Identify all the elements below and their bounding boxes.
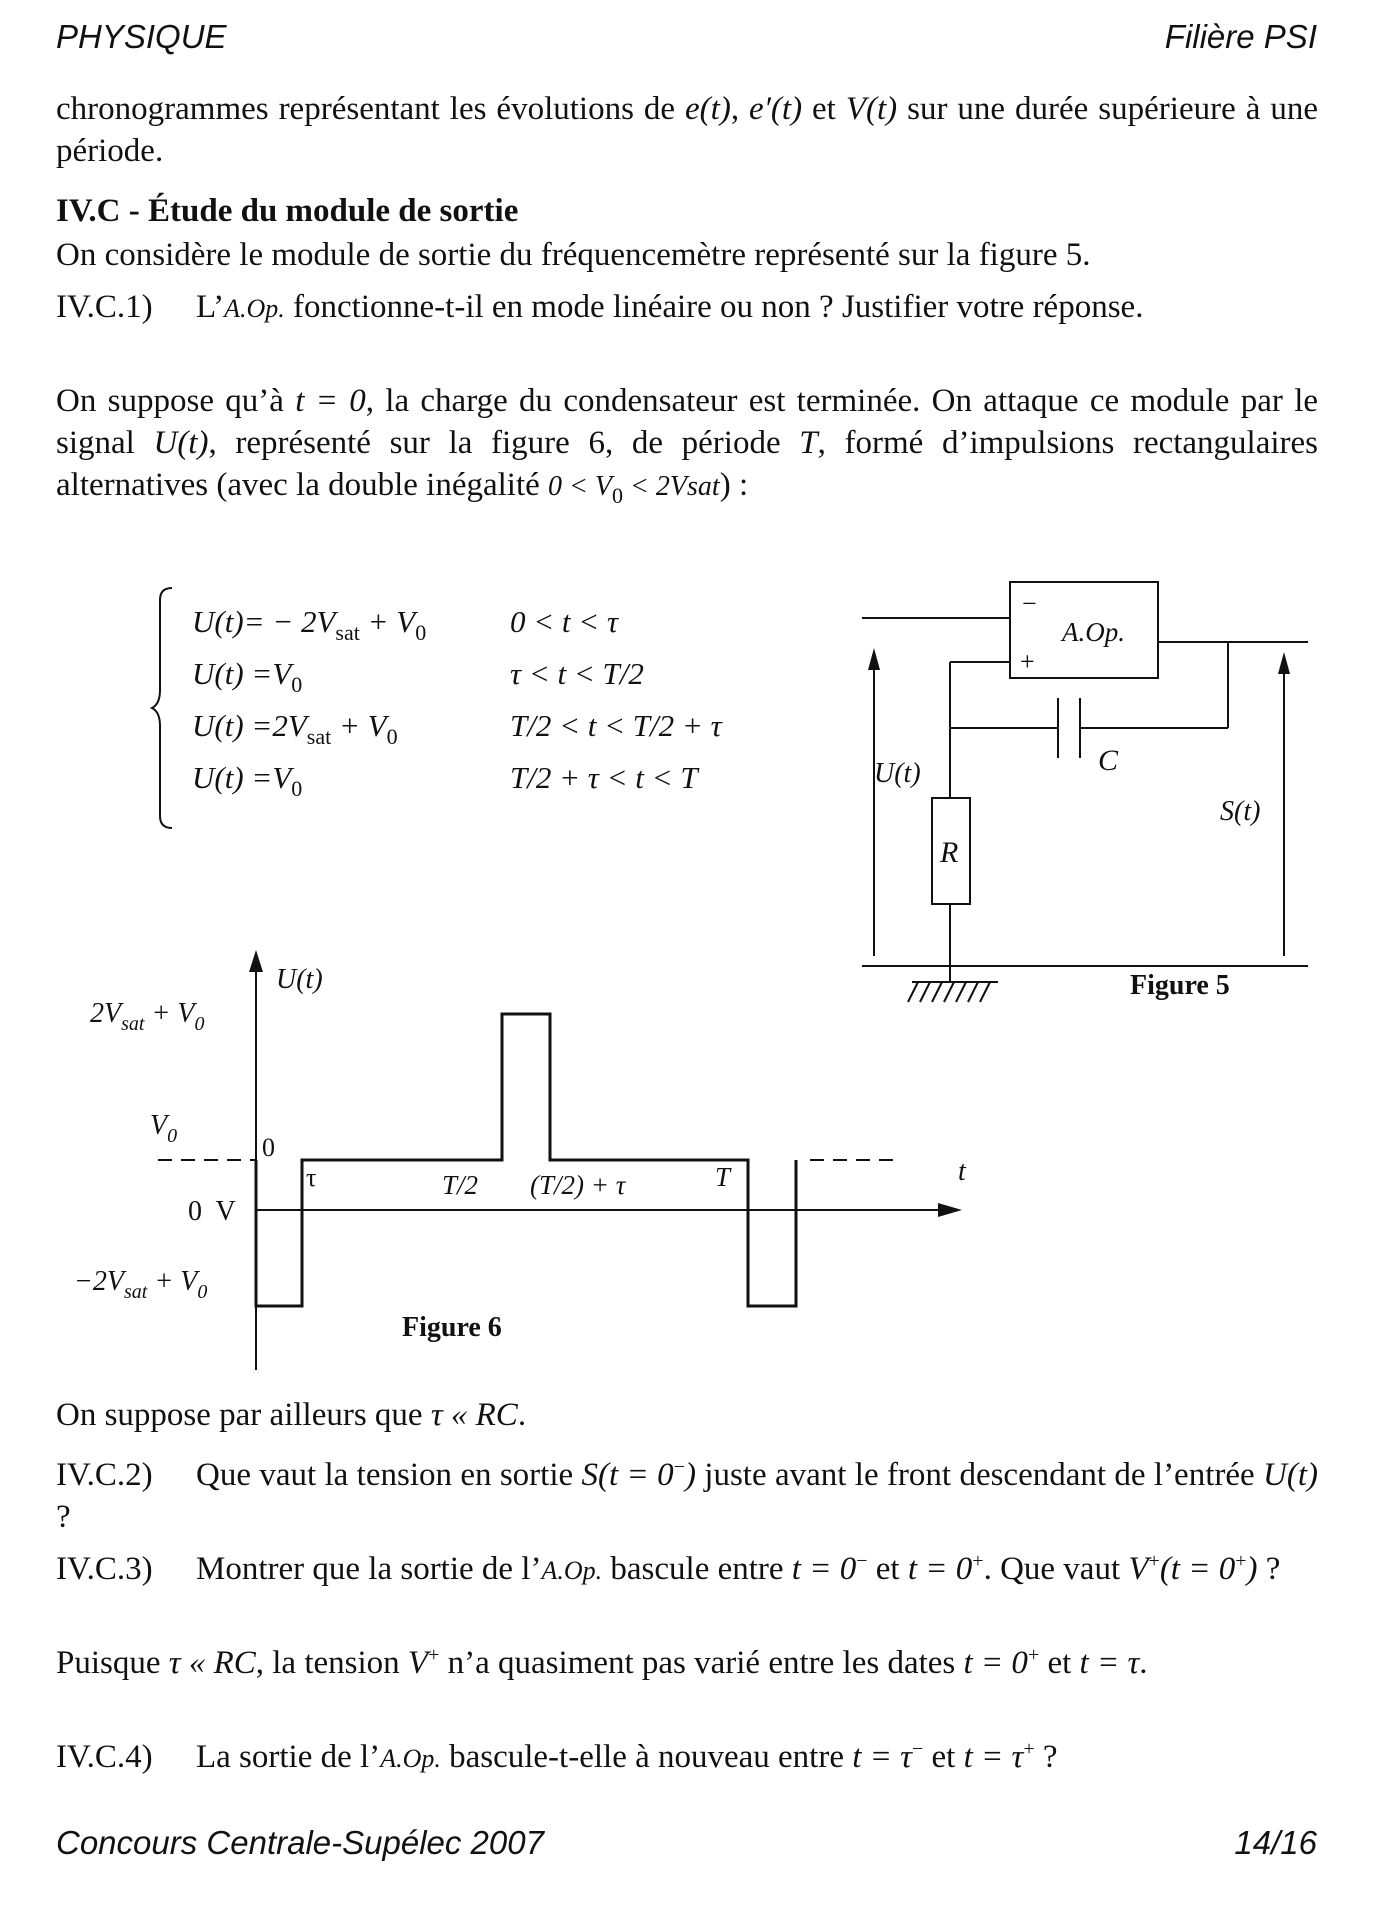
paragraph-signal bbox=[56, 380, 1318, 517]
text-run: , représenté sur la figure 6, de période bbox=[208, 425, 800, 461]
aop-minus: − bbox=[1022, 589, 1037, 618]
text-run: . Que vaut bbox=[983, 1551, 1129, 1587]
math-sup: − bbox=[856, 1550, 868, 1572]
output-arrowhead bbox=[1278, 652, 1290, 674]
question-label: IV.C.3) bbox=[56, 1551, 153, 1587]
math-e: e(t) bbox=[685, 91, 731, 127]
equation-sub: 0 bbox=[291, 776, 303, 801]
equation-tail: + V bbox=[359, 604, 416, 639]
equation-condition: τ < t < T/2 bbox=[510, 656, 644, 691]
math-sup: + bbox=[428, 1644, 440, 1666]
signal-trace bbox=[256, 1014, 796, 1306]
math-run: < 2Vsat bbox=[623, 471, 720, 502]
equation-expr: U(t)= − 2V bbox=[192, 604, 336, 639]
math-aop: A.Op. bbox=[380, 1744, 441, 1773]
equation-sub: sat bbox=[306, 724, 332, 749]
figure-6-chronogram bbox=[50, 950, 970, 1380]
footer-right: 14/16 bbox=[1234, 1824, 1317, 1861]
text-run: et bbox=[923, 1739, 964, 1775]
text-run: ? bbox=[1257, 1551, 1281, 1587]
input-arrowhead bbox=[868, 648, 880, 670]
x-axis-label: t bbox=[958, 1156, 966, 1187]
svg-text:V0: $V_0$ bbox=[150, 1110, 178, 1147]
math-s: S(t = 0 bbox=[581, 1457, 674, 1493]
text-run: bascule entre bbox=[602, 1551, 792, 1587]
equation-tail-sub: 0 bbox=[386, 724, 398, 749]
x-label-origin: 0 bbox=[262, 1133, 275, 1162]
text-run: Montrer que la sortie de l’ bbox=[196, 1551, 542, 1587]
x-axis-arrow bbox=[938, 1203, 962, 1217]
text-run: et bbox=[802, 91, 846, 127]
text-run: , la charge du condensateur est terminée. On attaque ce module par le signal bbox=[56, 383, 1319, 461]
section-title: IV.C - Étude du module de sortie bbox=[56, 193, 519, 229]
math-t: t = 0 bbox=[907, 1551, 973, 1587]
output-label: S(t) bbox=[1220, 796, 1261, 827]
text-run: et bbox=[867, 1551, 908, 1587]
paragraph-since-tau bbox=[56, 1634, 1318, 1684]
paragraph-chronogrammes bbox=[56, 88, 1318, 172]
question-label: IV.C.4) bbox=[56, 1739, 153, 1775]
text-run: La sortie de l’ bbox=[196, 1739, 381, 1775]
equation-condition: 0 < t < τ bbox=[510, 604, 619, 639]
text-run: juste avant le front descendant de l’entrée bbox=[695, 1457, 1264, 1493]
math-tau-rc: τ « RC bbox=[168, 1645, 256, 1681]
aop-plus: + bbox=[1020, 647, 1035, 676]
y-label-bottom bbox=[74, 1266, 207, 1303]
math-v-arg: (t = 0 bbox=[1159, 1551, 1236, 1587]
equation-condition: T/2 < t < T/2 + τ bbox=[510, 708, 722, 743]
math-tau-rc: τ « RC bbox=[430, 1397, 518, 1433]
math-v: V bbox=[407, 1645, 429, 1681]
math-t: t = τ bbox=[1079, 1645, 1140, 1681]
text-run: L’ bbox=[196, 289, 225, 325]
text-run: Que vaut la tension en sortie bbox=[196, 1457, 582, 1493]
x-label-half: T/2 bbox=[442, 1170, 479, 1200]
text-run: bascule-t-elle à nouveau entre bbox=[440, 1739, 853, 1775]
equation-tail-sub: 0 bbox=[415, 620, 427, 645]
question-3 bbox=[56, 1540, 1318, 1592]
paragraph-intro: On considère le module de sortie du fréquencemètre représenté sur la figure 5. bbox=[56, 237, 1091, 273]
svg-text:−2Vsat + V0: $-2V_{sat} + V_0$ bbox=[74, 1266, 208, 1303]
math-t: t = 0 bbox=[791, 1551, 857, 1587]
footer-left: Concours Centrale-Supélec 2007 bbox=[56, 1824, 544, 1861]
math-t: t = 0 bbox=[963, 1645, 1028, 1681]
equation-row bbox=[192, 656, 302, 698]
figure-5-caption: Figure 5 bbox=[1130, 970, 1230, 1001]
text-run: n’a quasiment pas varié entre les dates bbox=[439, 1645, 964, 1681]
system-brace bbox=[152, 588, 172, 828]
equation-row bbox=[192, 604, 426, 646]
math-t: t = τ bbox=[852, 1739, 912, 1775]
equation-tail: + V bbox=[331, 708, 387, 743]
paragraph-tau-rc bbox=[56, 1394, 1318, 1436]
text-run: . bbox=[517, 1397, 527, 1433]
figure-6-caption: Figure 6 bbox=[402, 1312, 502, 1343]
math-u: U(t) bbox=[153, 425, 209, 461]
math-eprime: e′(t) bbox=[749, 91, 803, 127]
text-run: ? bbox=[56, 1499, 71, 1535]
equation-expr: U(t) =V bbox=[192, 656, 292, 691]
text-run: , la tension bbox=[255, 1645, 408, 1681]
math-sup: + bbox=[972, 1550, 984, 1572]
equation-sub: sat bbox=[335, 620, 360, 645]
x-label-T: T bbox=[715, 1162, 731, 1192]
equation-expr: U(t) =2V bbox=[192, 708, 307, 743]
y-axis-label: U(t) bbox=[276, 964, 323, 995]
math-sup: + bbox=[1027, 1644, 1040, 1666]
svg-text:2Vsat + V0: $2V_{sat} + V_0$ bbox=[90, 998, 205, 1035]
math-sup: − bbox=[911, 1738, 924, 1760]
text-run: chronogrammes représentant les évolutions de bbox=[56, 91, 686, 127]
y-label-v0 bbox=[150, 1110, 177, 1147]
res-label: R bbox=[940, 836, 959, 869]
question-1 bbox=[56, 286, 1318, 330]
math-sub: 0 bbox=[612, 483, 624, 508]
math-aop: A.Op. bbox=[224, 294, 285, 323]
math-sup: + bbox=[1235, 1550, 1247, 1572]
y-axis-arrow bbox=[249, 950, 263, 972]
math-T: T bbox=[799, 425, 818, 461]
text-run: Puisque bbox=[56, 1645, 169, 1681]
y-label-zero: 0 V bbox=[188, 1196, 236, 1227]
input-label: U(t) bbox=[874, 758, 921, 789]
text-run: ) : bbox=[719, 467, 749, 503]
math-v: V(t) bbox=[845, 91, 898, 127]
equation-row bbox=[192, 708, 398, 750]
math-v: V bbox=[1128, 1551, 1149, 1587]
math-t0: t = 0 bbox=[295, 383, 366, 419]
equation-sub: 0 bbox=[291, 672, 303, 697]
text-run: , bbox=[730, 91, 750, 127]
text-run: On suppose qu’à bbox=[56, 383, 296, 419]
text-run: et bbox=[1039, 1645, 1080, 1681]
math-inequality bbox=[548, 471, 720, 508]
equation-condition: T/2 + τ < t < T bbox=[510, 760, 698, 795]
text-run: , formé d’impulsions rectangulaires alternatives (avec la double inégalité bbox=[56, 425, 1319, 503]
math-u: U(t) bbox=[1263, 1457, 1318, 1493]
math-aop: A.Op. bbox=[541, 1556, 603, 1585]
cap-label: C bbox=[1098, 744, 1119, 777]
header-right: Filière PSI bbox=[1164, 18, 1317, 55]
math-v-close: ) bbox=[1246, 1551, 1258, 1587]
x-label-half-tau: (T/2) + τ bbox=[530, 1170, 626, 1200]
math-sup: + bbox=[1148, 1550, 1160, 1572]
math-sup: − bbox=[673, 1456, 685, 1478]
text-run: sur une durée supérieure à une période. bbox=[56, 91, 1318, 169]
math-run: 0 < V bbox=[548, 471, 613, 502]
math-t: t = τ bbox=[963, 1739, 1024, 1775]
question-label: IV.C.2) bbox=[56, 1457, 153, 1493]
text-run: . bbox=[1139, 1645, 1148, 1681]
equation-row bbox=[192, 760, 302, 802]
question-label: IV.C.1) bbox=[56, 289, 153, 325]
text-run: ? bbox=[1034, 1739, 1058, 1775]
question-4 bbox=[56, 1728, 1318, 1780]
equation-expr: U(t) =V bbox=[192, 760, 292, 795]
question-2 bbox=[56, 1446, 1318, 1538]
header-left: PHYSIQUE bbox=[56, 18, 227, 55]
y-label-top bbox=[90, 998, 204, 1035]
aop-label: A.Op. bbox=[1062, 617, 1125, 647]
math-s-close: ) bbox=[684, 1457, 696, 1493]
x-label-tau: τ bbox=[306, 1163, 317, 1192]
math-sup: + bbox=[1023, 1738, 1035, 1760]
text-run: fonctionne-t-il en mode linéaire ou non ? Justifier votre réponse. bbox=[284, 289, 1144, 325]
text-run: On suppose par ailleurs que bbox=[56, 1397, 431, 1433]
